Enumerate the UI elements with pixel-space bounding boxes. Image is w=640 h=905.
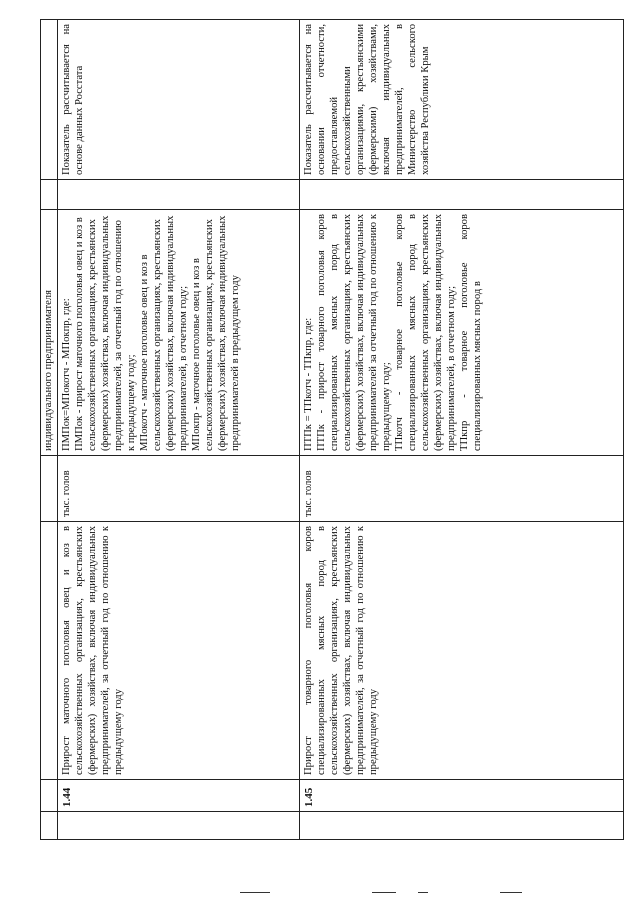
scan-mark: [240, 892, 270, 893]
calculation-method: [300, 210, 624, 456]
formula: ПМПок=МПокотч - МПокпр, где:: [61, 298, 72, 451]
formula: ПТПк = ТПкотч - ТПкпр, где:: [303, 317, 314, 451]
formula-definition: ПТПк - прирост товарного поголовья коров специализированных мясных пород в сельскохозяйственных организациях, крестьянских (фермерских) хозяйствах, включая индивидуальных предпринимателей за отчетный год по отношению к предыдущему году;: [316, 214, 392, 451]
calculation-method: [58, 210, 300, 456]
formula-definition: ТПкпр - товарное поголовье коров специализированных мясных пород в: [459, 214, 483, 451]
scan-mark: [372, 892, 396, 893]
data-source: Показатель рассчитывается на основании отчетности, предоставляемой сельскохозяйственными организациями, крестьянскими (фермерскими) хозяйствами, включая индивидуальных предпринимателей, в Министерство сельского хозяйства Республики Крым: [300, 20, 624, 180]
formula-definition: МПокпр - маточное поголовье овец и коз в сельскохозяйственных организациях, крестьянских (фермерских) хозяйствах, включая индивидуальных предпринимателей в предыдущем году: [191, 215, 241, 451]
scan-mark: [418, 892, 428, 893]
data-source: Показатель рассчитывается на основе данных Росстата: [58, 20, 300, 180]
rotated-table-sheet: [40, 20, 615, 840]
row-number: 1.45: [300, 780, 624, 812]
continuation-text: индивидуального предпринимателя: [41, 210, 58, 456]
formula-definition: МПокотч - маточное поголовье овец и коз в сельскохозяйственных организациях, крестьянских (фермерских) хозяйствах, включая индивидуальных предпринимателей, в отчетном году;: [139, 215, 189, 451]
formula-definition: ТПкотч - товарное поголовье коров специализированных мясных пород в сельскохозяйственных организациях, крестьянских (фермерских) хозяйствах, включая индивидуальных предпринимателей, в отчетном году;: [394, 214, 457, 451]
scan-mark: [500, 892, 522, 893]
indicator-name: Прирост маточного поголовья овец и коз в сельскохозяйственных организациях, крестьянских (фермерских) хозяйствах, включая индивидуальных предпринимателей, за отчетный год по отношению к предыдущему году: [58, 522, 300, 780]
unit-of-measure: тыс. голов: [58, 456, 300, 522]
row-number: 1.44: [58, 780, 300, 812]
table-continuation-row: [41, 20, 58, 840]
table-row: [58, 20, 300, 840]
unit-of-measure: тыс. голов: [300, 456, 624, 522]
indicators-table: [40, 19, 624, 840]
table-row: [300, 20, 624, 840]
indicator-name: Прирост товарного поголовья коров специализированных мясных пород в сельскохозяйственных организациях, крестьянских (фермерских) хозяйствах, включая индивидуальных предпринимателей, за отчетный год по отношению к предыдущему году: [300, 522, 624, 780]
formula-definition: ПМПок - прирост маточного поголовья овец и коз в сельскохозяйственных организациях, крестьянских (фермерских) хозяйствах, включая индивидуальных предпринимателей, за отчетный год по отношению к предыдущему году;: [74, 215, 137, 451]
